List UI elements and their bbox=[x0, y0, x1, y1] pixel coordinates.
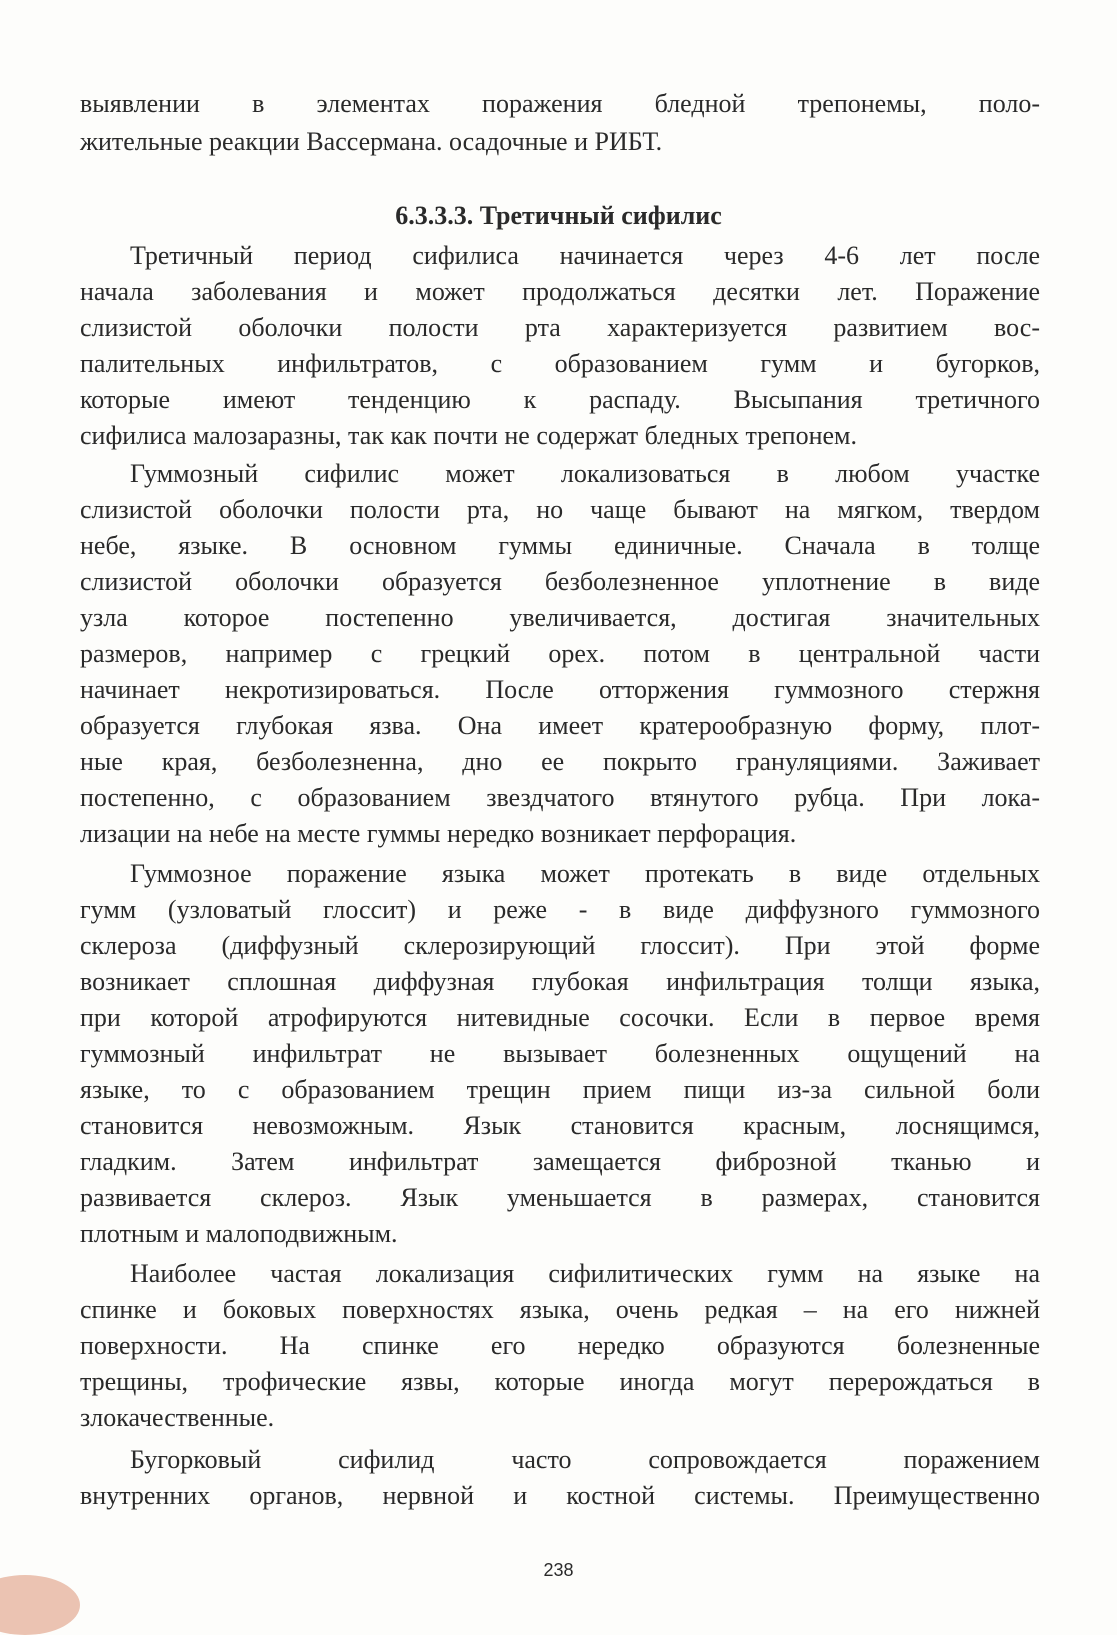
text-line: слизистой оболочки полости рта характеризуется развитием вос- bbox=[80, 313, 1040, 342]
finger-image bbox=[0, 1575, 80, 1635]
text-line: склероза (диффузный склерозирующий глоссит). При этой форме bbox=[80, 931, 1040, 960]
text-line: злокачественные. bbox=[80, 1403, 275, 1432]
text-line: лизации на небе на месте гуммы нередко возникает перфорация. bbox=[80, 819, 797, 848]
text-line: жительные реакции Вассермана. осадочные и РИБТ. bbox=[80, 127, 663, 156]
text-line: гуммозный инфильтрат не вызывает болезненных ощущений на bbox=[80, 1039, 1040, 1068]
text-line: палительных инфильтратов, с образованием гумм и бугорков, bbox=[80, 349, 1040, 378]
text-line: слизистой оболочки полости рта, но чаще бывают на мягком, твердом bbox=[80, 495, 1040, 524]
text-line: ные края, безболезненна, дно ее покрыто грануляциями. Заживает bbox=[80, 747, 1040, 776]
text-line: трещины, трофические язвы, которые иногда могут перерождаться в bbox=[80, 1367, 1040, 1396]
text-line: возникает сплошная диффузная глубокая инфильтрация толщи языка, bbox=[80, 967, 1040, 996]
text-line: размеров, например с грецкий орех. потом в центральной части bbox=[80, 639, 1040, 668]
text-line: внутренних органов, нервной и костной системы. Преимущественно bbox=[80, 1481, 1040, 1510]
text-line: Гуммозный сифилис может локализоваться в любом участке bbox=[130, 459, 1040, 488]
text-line: сифилиса малозаразны, так как почти не содержат бледных трепонем. bbox=[80, 421, 857, 450]
text-line: гладким. Затем инфильтрат замещается фиброзной тканью и bbox=[80, 1147, 1040, 1176]
text-line: поверхности. На спинке его нередко образуются болезненные bbox=[80, 1331, 1040, 1360]
text-line: плотным и малоподвижным. bbox=[80, 1219, 398, 1248]
text-line: становится невозможным. Язык становится красным, лоснящимся, bbox=[80, 1111, 1040, 1140]
text-line: начала заболевания и может продолжаться десятки лет. Поражение bbox=[80, 277, 1040, 306]
section-heading: 6.3.3.3. Третичный сифилис bbox=[395, 201, 722, 230]
text-line: при которой атрофируются нитевидные сосочки. Если в первое время bbox=[80, 1003, 1040, 1032]
text-line: начинает некротизироваться. После отторжения гуммозного стержня bbox=[80, 675, 1040, 704]
text-line: постепенно, с образованием звездчатого втянутого рубца. При лока- bbox=[80, 783, 1040, 812]
text-line: узла которое постепенно увеличивается, достигая значительных bbox=[80, 603, 1040, 632]
text-line: небе, языке. В основном гуммы единичные. Сначала в толще bbox=[80, 531, 1040, 560]
text-line: языке, то с образованием трещин прием пищи из-за сильной боли bbox=[80, 1075, 1040, 1104]
text-line: которые имеют тенденцию к распаду. Высыпания третичного bbox=[80, 385, 1040, 414]
text-line: Бугорковый сифилид часто сопровождается поражением bbox=[130, 1445, 1040, 1474]
text-line: Третичный период сифилиса начинается через 4-6 лет после bbox=[130, 241, 1040, 270]
text-line: Наиболее частая локализация сифилитических гумм на языке на bbox=[130, 1259, 1040, 1288]
page-number: 238 bbox=[543, 1560, 574, 1580]
text-line: образуется глубокая язва. Она имеет кратерообразную форму, плот- bbox=[80, 711, 1040, 740]
text-line: развивается склероз. Язык уменьшается в размерах, становится bbox=[80, 1183, 1040, 1212]
text-line: слизистой оболочки образуется безболезненное уплотнение в виде bbox=[80, 567, 1040, 596]
text-line: Гуммозное поражение языка может протекать в виде отдельных bbox=[130, 859, 1040, 888]
text-line: спинке и боковых поверхностях языка, очень редкая – на его нижней bbox=[80, 1295, 1040, 1324]
text-line: выявлении в элементах поражения бледной трепонемы, поло- bbox=[80, 89, 1040, 118]
text-line: гумм (узловатый глоссит) и реже - в виде диффузного гуммозного bbox=[80, 895, 1040, 924]
